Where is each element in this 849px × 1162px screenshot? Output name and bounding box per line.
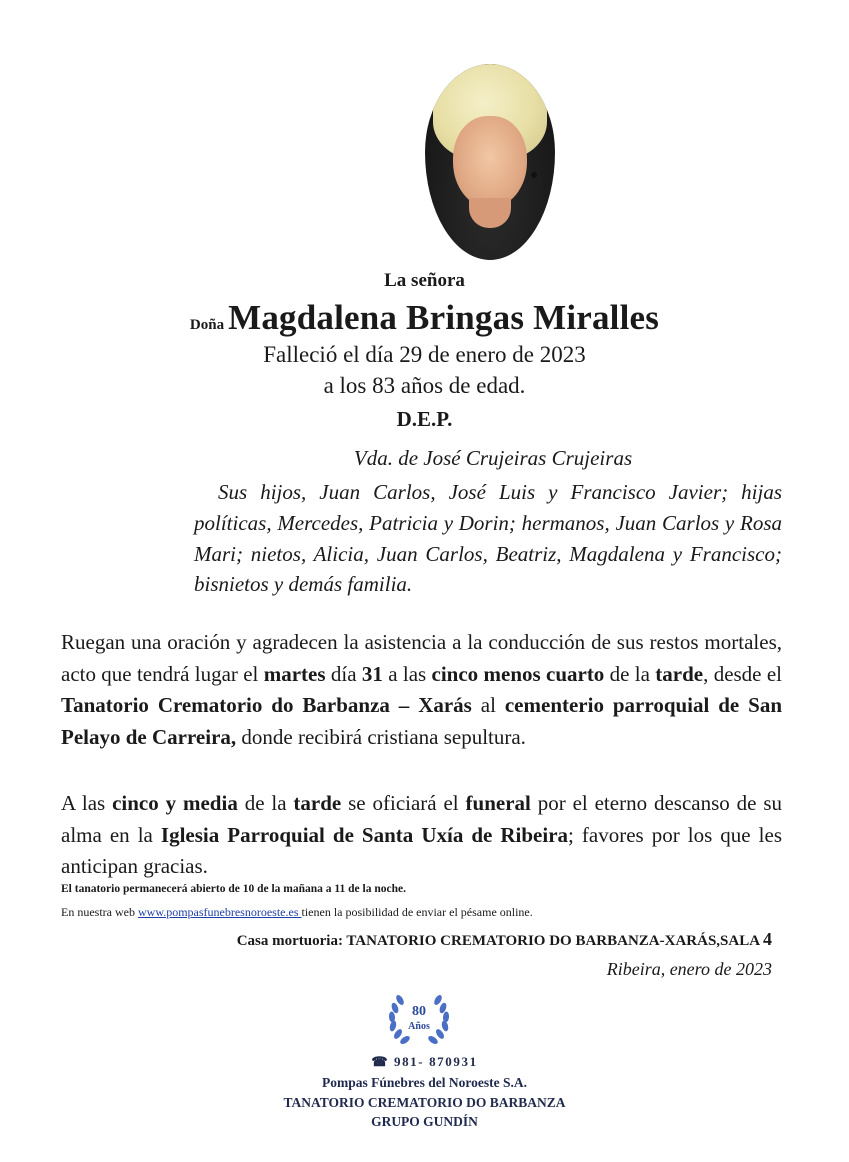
- phone-icon: ☎: [371, 1054, 390, 1069]
- opening-hours-note: El tanatorio permanecerá abierto de 10 de la mañana a 11 de la noche.: [61, 883, 406, 895]
- rip-text: D.E.P.: [396, 407, 453, 431]
- company-name: Pompas Fúnebres del Noroeste S.A.: [322, 1075, 527, 1090]
- company-group: GRUPO GUNDÍN: [371, 1114, 478, 1129]
- room-number: 4: [763, 929, 772, 949]
- phone-line: [0, 1054, 849, 1070]
- death-date: Falleció el día 29 de enero de 2023: [263, 342, 586, 367]
- funeral-home-line: Casa mortuoria: TANATORIO CREMATORIO DO BARBANZA-XARÁS,SALA 4: [236, 929, 772, 949]
- web-note: En nuestra web www.pompasfunebresnoroeste.es tienen la posibilidad de enviar el pésame online.: [61, 905, 533, 919]
- website-link[interactable]: www.pompasfunebresnoroeste.es: [137, 905, 302, 919]
- funeral-paragraph: A las cinco y media de la tarde se oficiará el funeral por el eterno descanso de su alma en la Iglesia Parroquial de Santa Uxía de Ribeira; favores por los que les anticipan gracias.: [61, 791, 782, 878]
- company-block: [0, 1073, 849, 1132]
- family-text: Sus hijos, Juan Carlos, José Luis y Francisco Javier; hijas políticas, Mercedes, Patricia y Dorin; hermanos, Juan Carlos y Rosa Mari; nietos, Alicia, Juan Carlos, Beatriz, Magdalena y Francisco; bisnietos y demás familia.: [194, 480, 782, 597]
- logo-word: Años: [408, 1021, 430, 1032]
- laurel-wreath-icon: [384, 988, 454, 1050]
- procession-paragraph: Ruegan una oración y agradecen la asistencia a la conducción de sus restos mortales, acto que tendrá lugar el martes día 31 a las cinco menos cuarto de la tarde, desde el Tanatorio Crematorio do Barbanza – Xarás al cementerio parroquial de San Pelayo de Carreira, donde recibirá cristiana sepultura.: [61, 630, 783, 749]
- widow-line: Vda. de José Crujeiras Crujeiras: [353, 446, 633, 470]
- honorific: Doña: [189, 317, 225, 333]
- family-paragraph: [194, 477, 782, 600]
- portrait-photo: [425, 64, 555, 260]
- phone-number: 981- 870931: [393, 1054, 478, 1069]
- age-line: a los 83 años de edad.: [323, 373, 526, 398]
- logo-number: 80: [412, 1004, 426, 1019]
- place-date: Ribeira, enero de 2023: [606, 959, 772, 979]
- company-tanatorio: TANATORIO CREMATORIO DO BARBANZA: [283, 1094, 566, 1110]
- deceased-name: Magdalena Bringas Miralles: [228, 298, 660, 337]
- salutation: La señora: [384, 270, 465, 291]
- deceased-name-line: [0, 298, 849, 338]
